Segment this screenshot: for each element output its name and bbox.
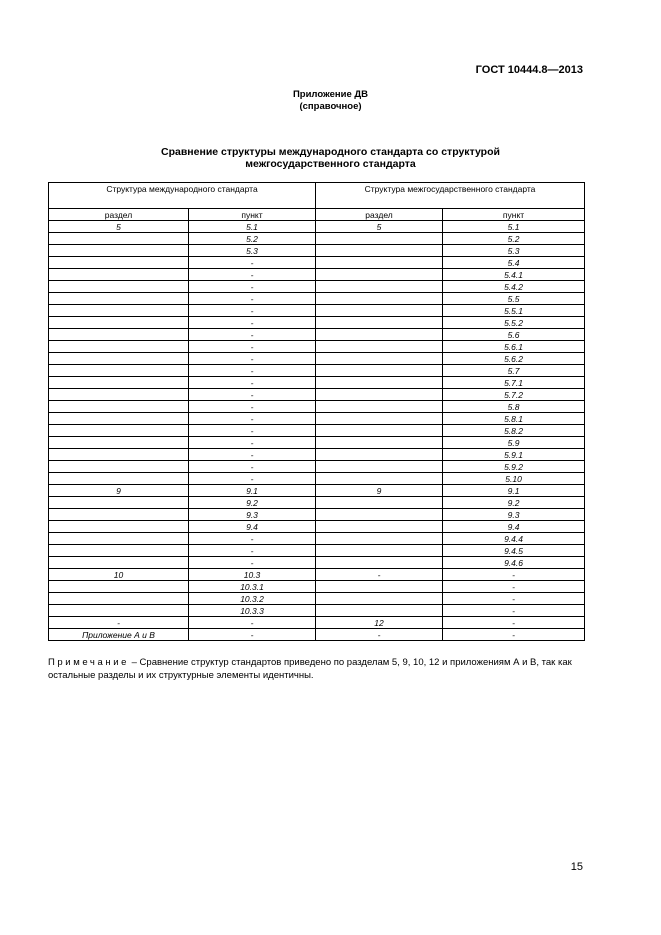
annex-subtitle: (справочное) [299,101,362,112]
intl-clause-cell: - [189,305,316,317]
intl-section-cell [49,605,189,617]
intl-section-cell: - [49,617,189,629]
column-header-clause: пункт [189,209,316,221]
intl-section-cell [49,269,189,281]
intl-section-cell [49,365,189,377]
table-row [49,617,585,629]
intl-section-cell [49,305,189,317]
interstate-clause-cell: 5.7.1 [443,377,585,389]
interstate-clause-cell: 5.2 [443,233,585,245]
interstate-clause-cell: 5.5.2 [443,317,585,329]
table-row [49,401,585,413]
document-code: ГОСТ 10444.8—2013 [475,64,583,76]
intl-clause-cell: 5.2 [189,233,316,245]
table-row [49,365,585,377]
intl-section-cell: Приложение А и В [49,629,189,641]
intl-clause-cell: - [189,449,316,461]
intl-clause-cell: 10.3 [189,569,316,581]
note-label: Примечание [48,657,129,668]
header-international-structure: Структура международного стандарта [49,183,316,209]
column-header-section: раздел [316,209,443,221]
interstate-clause-cell: 9.4.4 [443,533,585,545]
intl-clause-cell: 10.3.1 [189,581,316,593]
table-row [49,521,585,533]
intl-clause-cell: - [189,473,316,485]
interstate-section-cell [316,509,443,521]
intl-section-cell [49,545,189,557]
column-header-section: раздел [49,209,189,221]
annex-heading [0,89,661,113]
intl-section-cell [49,329,189,341]
table-row [49,269,585,281]
intl-section-cell: 5 [49,221,189,233]
page-number: 15 [570,861,583,873]
interstate-clause-cell: 5.7.2 [443,389,585,401]
table-row [49,281,585,293]
interstate-clause-cell: 5.9.2 [443,461,585,473]
intl-clause-cell: 9.2 [189,497,316,509]
table-row [49,449,585,461]
interstate-section-cell [316,353,443,365]
intl-clause-cell: - [189,617,316,629]
interstate-section-cell [316,365,443,377]
intl-section-cell [49,521,189,533]
intl-section-cell: 9 [49,485,189,497]
interstate-section-cell [316,425,443,437]
interstate-section-cell [316,269,443,281]
intl-section-cell [49,293,189,305]
table-row [49,557,585,569]
intl-clause-cell: - [189,365,316,377]
table-row [49,569,585,581]
interstate-section-cell [316,293,443,305]
table-row [49,545,585,557]
intl-clause-cell: - [189,533,316,545]
interstate-section-cell [316,413,443,425]
interstate-clause-cell: - [443,617,585,629]
interstate-section-cell [316,245,443,257]
table-note [48,656,588,682]
intl-section-cell [49,533,189,545]
interstate-section-cell [316,497,443,509]
interstate-clause-cell: - [443,581,585,593]
intl-clause-cell: - [189,341,316,353]
table-row [49,341,585,353]
interstate-clause-cell: 5.3 [443,245,585,257]
interstate-clause-cell: - [443,593,585,605]
intl-clause-cell: - [189,377,316,389]
table-row [49,473,585,485]
intl-section-cell [49,245,189,257]
interstate-clause-cell: 9.4 [443,521,585,533]
intl-clause-cell: - [189,281,316,293]
intl-clause-cell: - [189,257,316,269]
table-title-line-2: межгосударственного стандарта [245,158,416,170]
interstate-section-cell [316,341,443,353]
interstate-section-cell: - [316,629,443,641]
intl-clause-cell: 10.3.2 [189,593,316,605]
table-row [49,233,585,245]
interstate-clause-cell: 5.4.1 [443,269,585,281]
table-row [49,605,585,617]
table-row [49,425,585,437]
interstate-section-cell [316,401,443,413]
intl-section-cell [49,377,189,389]
intl-clause-cell: - [189,425,316,437]
interstate-clause-cell: 5.1 [443,221,585,233]
interstate-section-cell [316,377,443,389]
interstate-clause-cell: 5.8.2 [443,425,585,437]
intl-section-cell [49,389,189,401]
table-row [49,437,585,449]
intl-section-cell [49,413,189,425]
intl-clause-cell: - [189,317,316,329]
intl-section-cell [49,341,189,353]
intl-section-cell [49,497,189,509]
interstate-section-cell [316,461,443,473]
intl-clause-cell: 9.4 [189,521,316,533]
intl-section-cell [49,449,189,461]
interstate-section-cell [316,233,443,245]
intl-clause-cell: 5.1 [189,221,316,233]
interstate-clause-cell: 5.10 [443,473,585,485]
intl-clause-cell: - [189,401,316,413]
table-row [49,305,585,317]
table-row [49,329,585,341]
comparison-table [48,182,585,641]
table-row [49,485,585,497]
interstate-clause-cell: 9.3 [443,509,585,521]
intl-section-cell [49,473,189,485]
interstate-clause-cell: 5.6.2 [443,353,585,365]
table-row [49,245,585,257]
interstate-section-cell [316,437,443,449]
interstate-clause-cell: 5.9.1 [443,449,585,461]
table-row [49,593,585,605]
intl-section-cell [49,461,189,473]
intl-clause-cell: 10.3.3 [189,605,316,617]
intl-section-cell [49,233,189,245]
table-row [49,353,585,365]
intl-clause-cell: - [189,269,316,281]
interstate-clause-cell: 5.5 [443,293,585,305]
table-row [49,413,585,425]
interstate-section-cell: 9 [316,485,443,497]
interstate-clause-cell: 9.4.5 [443,545,585,557]
table-row [49,497,585,509]
interstate-section-cell [316,257,443,269]
interstate-section-cell: - [316,569,443,581]
column-header-clause: пункт [443,209,585,221]
table-column-header-row [49,209,585,221]
intl-section-cell: 10 [49,569,189,581]
interstate-section-cell [316,329,443,341]
table-row [49,533,585,545]
interstate-clause-cell: 5.7 [443,365,585,377]
table-group-header-row [49,183,585,209]
interstate-section-cell [316,545,443,557]
interstate-clause-cell: 9.4.6 [443,557,585,569]
interstate-section-cell [316,581,443,593]
intl-clause-cell: 9.3 [189,509,316,521]
interstate-clause-cell: 5.9 [443,437,585,449]
intl-section-cell [49,281,189,293]
interstate-clause-cell: 9.1 [443,485,585,497]
interstate-section-cell [316,557,443,569]
intl-clause-cell: - [189,545,316,557]
intl-section-cell [49,257,189,269]
interstate-section-cell [316,473,443,485]
intl-section-cell [49,593,189,605]
table-title-line-1: Сравнение структуры международного стандарта со структурой [161,146,500,158]
interstate-section-cell [316,281,443,293]
interstate-clause-cell: 5.8 [443,401,585,413]
intl-clause-cell: - [189,293,316,305]
intl-section-cell [49,425,189,437]
intl-clause-cell: - [189,389,316,401]
intl-section-cell [49,581,189,593]
intl-section-cell [49,353,189,365]
interstate-section-cell [316,317,443,329]
intl-section-cell [49,437,189,449]
intl-clause-cell: - [189,413,316,425]
interstate-section-cell [316,305,443,317]
table-row [49,257,585,269]
intl-clause-cell: - [189,557,316,569]
interstate-clause-cell: 9.2 [443,497,585,509]
intl-clause-cell: - [189,437,316,449]
interstate-clause-cell: 5.4 [443,257,585,269]
interstate-section-cell [316,605,443,617]
table-title [0,146,661,170]
interstate-section-cell [316,533,443,545]
interstate-clause-cell: 5.6.1 [443,341,585,353]
intl-section-cell [49,509,189,521]
interstate-section-cell [316,521,443,533]
table-row [49,629,585,641]
interstate-section-cell: 5 [316,221,443,233]
intl-section-cell [49,557,189,569]
interstate-clause-cell: 5.8.1 [443,413,585,425]
table-row [49,509,585,521]
interstate-clause-cell: - [443,569,585,581]
interstate-clause-cell: 5.5.1 [443,305,585,317]
interstate-section-cell [316,389,443,401]
intl-clause-cell: 9.1 [189,485,316,497]
table-row [49,293,585,305]
table-row [49,581,585,593]
table-row [49,221,585,233]
intl-clause-cell: - [189,353,316,365]
table-row [49,461,585,473]
intl-clause-cell: - [189,629,316,641]
intl-clause-cell: 5.3 [189,245,316,257]
interstate-section-cell [316,593,443,605]
interstate-clause-cell: 5.4.2 [443,281,585,293]
annex-title: Приложение ДВ [292,89,369,100]
table-row [49,389,585,401]
intl-clause-cell: - [189,461,316,473]
intl-section-cell [49,401,189,413]
interstate-clause-cell: - [443,605,585,617]
table-row [49,317,585,329]
intl-clause-cell: - [189,329,316,341]
table-body [49,221,585,641]
interstate-clause-cell: - [443,629,585,641]
header-interstate-structure: Структура межгосударственного стандарта [316,183,585,209]
interstate-clause-cell: 5.6 [443,329,585,341]
intl-section-cell [49,317,189,329]
note-text: – Сравнение структур стандартов приведено по разделам 5, 9, 10, 12 и приложениям А и В, так как остальные разделы и их структурные элементы идентичны. [48,657,572,681]
interstate-section-cell [316,449,443,461]
table-row [49,377,585,389]
interstate-section-cell: 12 [316,617,443,629]
